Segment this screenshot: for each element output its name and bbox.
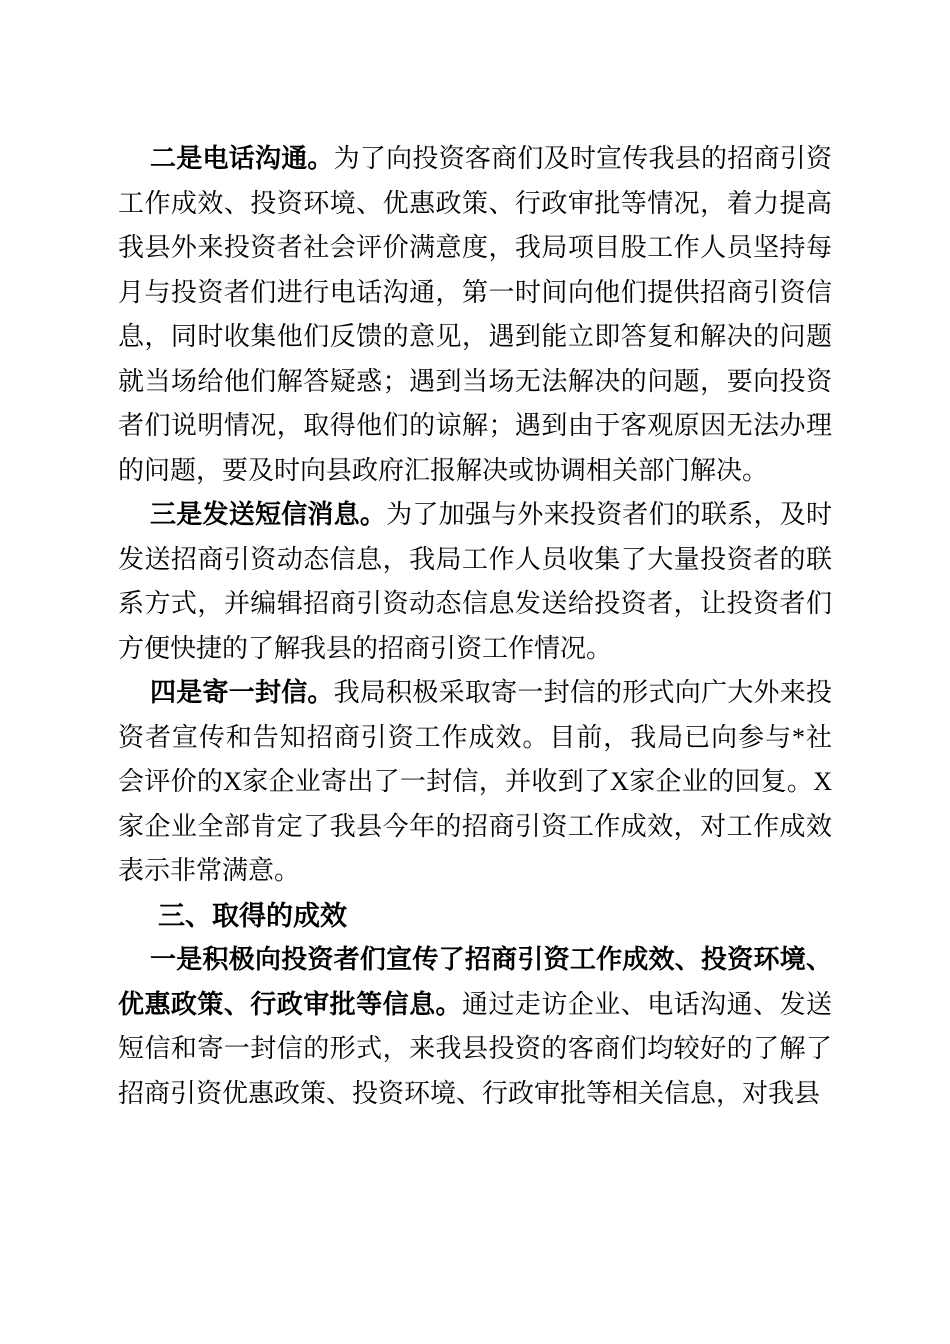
paragraph-lead: 三是发送短信消息。 bbox=[150, 500, 387, 529]
paragraph-sms-messages bbox=[118, 493, 832, 671]
paragraph-lead: 二是电话沟通。 bbox=[150, 144, 334, 173]
paragraph-text: 我局积极采取寄一封信的形式向广大外来投资者宣传和告知招商引资工作成效。目前，我局已向参与*社会评价的X家企业寄出了一封信，并收到了X家企业的回复。X家企业全部肯定了我县今年的招商引资工作成效，对工作成效表示非常满意。 bbox=[118, 678, 832, 885]
paragraph-lead: 一是积极向投资者们宣传了招商引资工作成效、投资环境、优惠政策、行政审批等信息。 bbox=[118, 945, 832, 1019]
paragraph-lead: 四是寄一封信。 bbox=[150, 678, 334, 707]
paragraph-text: 为了加强与外来投资者们的联系，及时发送招商引资动态信息，我局工作人员收集了大量投资者的联系方式，并编辑招商引资动态信息发送给投资者，让投资者们方便快捷的了解我县的招商引资工作情况。 bbox=[118, 500, 832, 663]
paragraph-phone-communication bbox=[118, 137, 832, 493]
paragraph-send-letter bbox=[118, 671, 832, 894]
paragraph-text: 通过走访企业、电话沟通、发送短信和寄一封信的形式，来我县投资的客商们均较好的了解了招商引资优惠政策、投资环境、行政审批等相关信息，对我县 bbox=[118, 989, 832, 1108]
paragraph-text: 为了向投资客商们及时宣传我县的招商引资工作成效、投资环境、优惠政策、行政审批等情况，着力提高我县外来投资者社会评价满意度，我局项目股工作人员坚持每月与投资者们进行电话沟通，第一时间向他们提供招商引资信息，同时收集他们反馈的意见，遇到能立即答复和解决的问题就当场给他们解答疑惑；遇到当场无法解决的问题，要向投资者们说明情况，取得他们的谅解；遇到由于客观原因无法办理的问题，要及时向县政府汇报解决或协调相关部门解决。 bbox=[118, 144, 832, 485]
section-heading: 三、取得的成效 bbox=[158, 900, 347, 931]
paragraph-achievements bbox=[118, 938, 832, 1116]
